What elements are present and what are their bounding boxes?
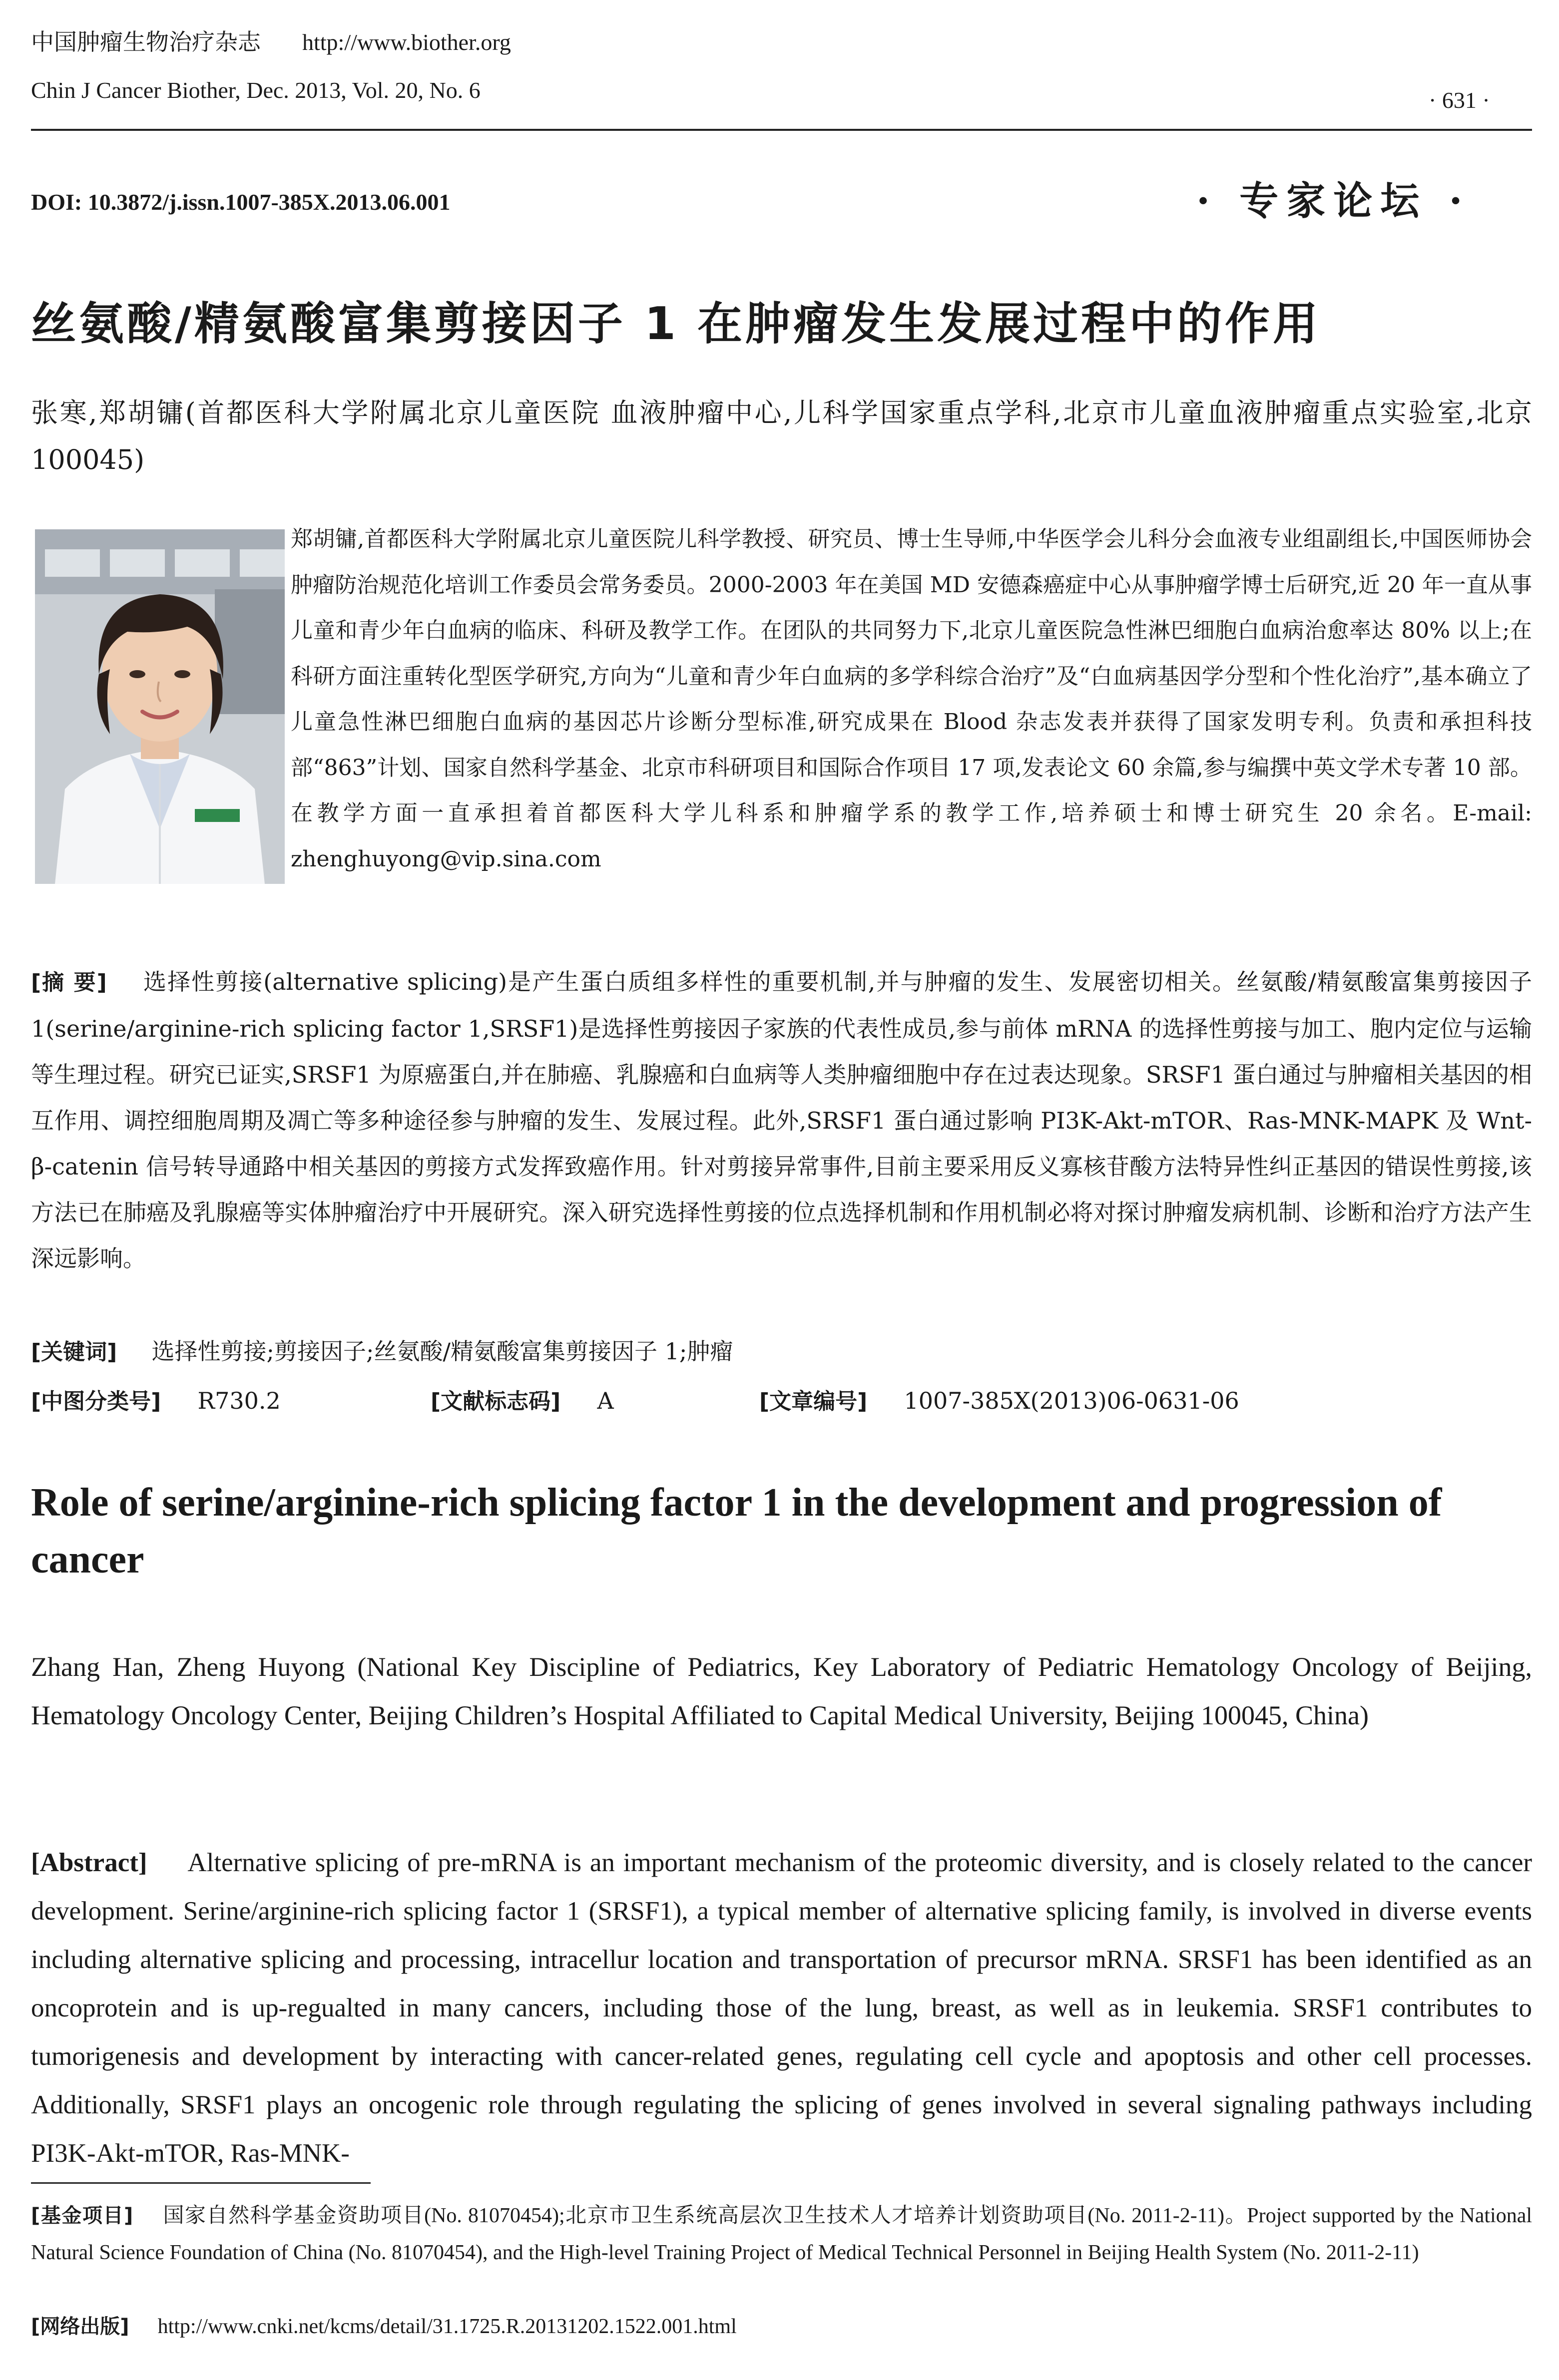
- journal-name-cn: [31, 31, 511, 54]
- online-publication: [31, 2308, 1532, 2345]
- doc-code-label: [文献标志码]: [431, 1389, 561, 1414]
- authors-affiliation-en: Zhang Han, Zheng Huyong (National Key Discipline of Pediatrics, Key Laboratory of Pediatric Hematology Oncology of Beijing, Hematology Oncology Center, Beijing Children’s Hospital Affiliated to Capital Medical University, Beijing 100045, China): [31, 1652, 1532, 1730]
- doi[interactable]: DOI: 10.3872/j.issn.1007-385X.2013.06.001: [31, 189, 451, 215]
- journal-title-cn: 中国肿瘤生物治疗杂志: [31, 29, 261, 55]
- keywords-cn-text: 选择性剪接;剪接因子;丝氨酸/精氨酸富集剪接因子 1;肿瘤: [151, 1338, 733, 1365]
- keywords-cn-label: [关键词]: [31, 1339, 117, 1365]
- column-name: · 专家论坛 ·: [1196, 178, 1471, 224]
- doc-code-value: A: [597, 1387, 614, 1414]
- author-bio: 郑胡镛,首都医科大学附属北京儿童医院儿科学教授、研究员、博士生导师,中华医学会儿科分会血液专业组副组长,中国医师协会肿瘤防治规范化培训工作委员会常务委员。2000-2003 年在美国 MD 安德森癌症中心从事肿瘤学博士后研究,近 20 年一直从事儿童和青少年白血病的临床、科研及教学工作。在团队的共同努力下,北京儿童医院急性淋巴细胞白血病治愈率达 80% 以上;在科研方面注重转化型医学研究,方向为“儿童和青少年白血病的多学科综合治疗”及“白血病基因学分型和个性化治疗”,基本确立了儿童急性淋巴细胞白血病的基因芯片诊断分型标准,研究成果在 Blood 杂志发表并获得了国家发明专利。负责和承担科技部“863”计划、国家自然科学基金、北京市科研项目和国际合作项目 17 项,发表论文 60 余篇,参与编撰中英文学术专著 10 部。在教学方面一直承担着首都医科大学儿科系和肿瘤学系的教学工作,培养硕士和博士研究生 20 余名。E-mail: zhenghuyong@vip.sina.com: [291, 526, 1532, 872]
- online-label: [网络出版]: [31, 2315, 129, 2338]
- clc-value: R730.2: [197, 1387, 281, 1414]
- header-rule: [31, 129, 1532, 131]
- article-number-value: 1007-385X(2013)06-0631-06: [904, 1387, 1239, 1414]
- clc-number: [31, 1383, 281, 1415]
- abstract-cn: [31, 959, 1532, 1281]
- journal-citation-en: Chin J Cancer Biother, Dec. 2013, Vol. 20, No. 6: [31, 77, 481, 103]
- page-number: · 631 ·: [1429, 87, 1490, 113]
- abstract-cn-text: 选择性剪接(alternative splicing)是产生蛋白质组多样性的重要机制,并与肿瘤的发生、发展密切相关。丝氨酸/精氨酸富集剪接因子 1(serine/arginine-rich splicing factor 1,SRSF1)是选择性剪接因子家族的代表性成员,参与前体 mRNA 的选择性剪接与加工、胞内定位与运输等生理过程。研究已证实,SRSF1 为原癌蛋白,并在肺癌、乳腺癌和白血病等人类肿瘤细胞中存在过表达现象。SRSF1 蛋白通过与肿瘤相关基因的相互作用、调控细胞周期及凋亡等多种途径参与肿瘤的发生、发展过程。此外,SRSF1 蛋白通过影响 PI3K-Akt-mTOR、Ras-MNK-MAPK 及 Wnt-β-catenin 信号转导通路中相关基因的剪接方式发挥致癌作用。针对剪接异常事件,目前主要采用反义寡核苷酸方法特异性纠正基因的错误性剪接,该方法已在肺癌及乳腺癌等实体肿瘤治疗中开展研究。深入研究选择性剪接的位点选择机制和作用机制必将对探讨肿瘤发病机制、诊断和治疗方法产生深远影响。: [31, 968, 1533, 1272]
- article-number: [759, 1383, 1239, 1415]
- abstract-en-label: [Abstract]: [31, 1848, 147, 1877]
- keywords-cn: [31, 1333, 733, 1366]
- abstract-en: [31, 1839, 1532, 2178]
- authors-affiliation-cn: 张寒,郑胡镛(首都医科大学附属北京儿童医院 血液肿瘤中心,儿科学国家重点学科,北京市儿童血液肿瘤重点实验室,北京 100045): [31, 397, 1532, 475]
- article-title-cn: 丝氨酸/精氨酸富集剪接因子 1 在肿瘤发生发展过程中的作用: [31, 298, 1321, 350]
- funding-label: [基金项目]: [31, 2204, 133, 2227]
- document-code: [431, 1383, 614, 1415]
- abstract-en-text: Alternative splicing of pre-mRNA is an important mechanism of the proteomic diversity, and is closely related to the cancer development. Serine/arginine-rich splicing factor 1 (SRSF1), a typical member of alternative splicing family, is involved in diverse events including alternative splicing and processing, intracellur location and transportation of precursor mRNA. SRSF1 has been identified as an oncoprotein and is up-regualted in many cancers, including those of the lung, breast, as well as in leukemia. SRSF1 contributes to tumorigenesis and development by interacting with cancer-related genes, regulating cell cycle and apoptosis and other cell processes. Additionally, SRSF1 plays an oncogenic role through regulating the splicing of genes involved in several signaling pathways including PI3K-Akt-mTOR, Ras-MNK-: [31, 1848, 1532, 2168]
- online-url[interactable]: http://www.cnki.net/kcms/detail/31.1725.R.20131202.1522.001.html: [157, 2315, 737, 2338]
- journal-website[interactable]: http://www.biother.org: [302, 29, 511, 55]
- funding-text: 国家自然科学基金资助项目(No. 81070454);北京市卫生系统高层次卫生技术人才培养计划资助项目(No. 2011-2-11)。Project supported by the National Natural Science Foundation of China (No. 81070454), and the High-level Training Project of Medical Technical Personnel in Beijing Health System (No. 2011-2-11): [31, 2204, 1533, 2264]
- clc-label: [中图分类号]: [31, 1389, 161, 1414]
- author-photo: [35, 529, 285, 884]
- article-number-label: [文章编号]: [759, 1389, 868, 1414]
- abstract-cn-label: [摘 要]: [31, 970, 107, 995]
- footnote-rule: [31, 2182, 371, 2184]
- article-title-en: Role of serine/arginine-rich splicing factor 1 in the development and progression of cancer: [31, 1481, 1442, 1582]
- funding-footnote: [31, 2197, 1532, 2271]
